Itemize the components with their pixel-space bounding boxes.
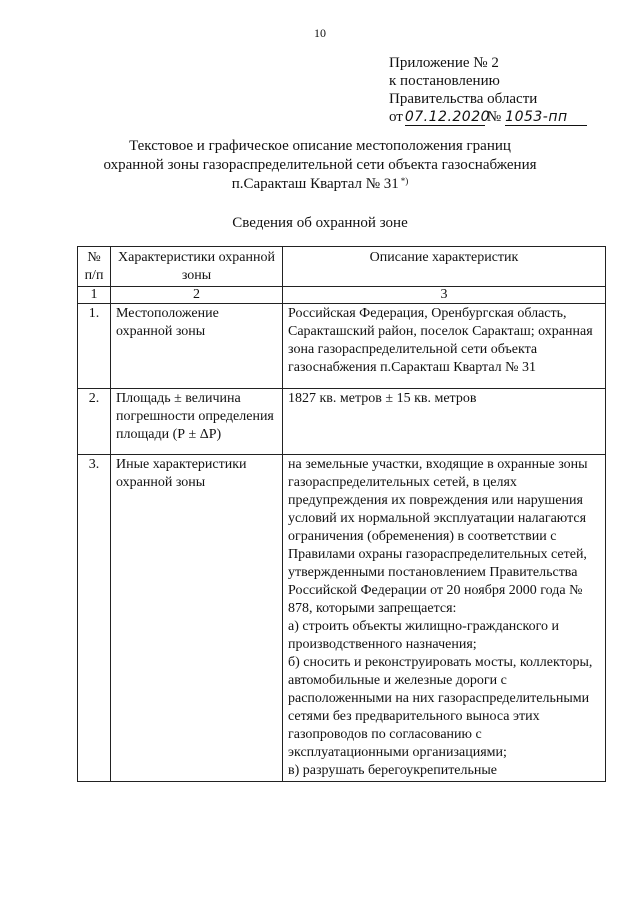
title-line-1: Текстовое и графическое описание местоположения границ [129, 138, 511, 154]
column-number-3: 3 [283, 287, 606, 304]
row-description [283, 455, 606, 782]
row-description [283, 304, 606, 389]
table-row [78, 455, 606, 782]
row-number: 1. [78, 304, 111, 389]
title-line-2: охранной зоны газораспределительной сети объекта газоснабжения [103, 157, 537, 173]
row-number: 2. [78, 389, 111, 455]
header-description: Описание характеристик [283, 247, 606, 287]
footnote-mark: *) [400, 176, 409, 186]
appendix-title: Приложение № 2 [389, 55, 499, 71]
appendix-line-resolution: к постановлению [389, 73, 500, 89]
zone-info-table [77, 246, 606, 782]
handwritten-number: 1053-пп [505, 110, 587, 126]
table-row [78, 389, 606, 455]
description-paragraph: в) разрушать берегоукрепительные [288, 763, 498, 778]
table-column-numbers-row [78, 287, 606, 304]
appendix-line-government: Правительства области [389, 91, 538, 107]
row-description [283, 389, 606, 455]
section-subtitle: Сведения об охранной зоне [232, 215, 408, 231]
row-characteristic: Площадь ± величина погрешности определения площади (Р ± ΔР) [111, 389, 283, 455]
document-title [0, 137, 640, 194]
appendix-date-line [389, 108, 587, 126]
appendix-block [389, 54, 587, 126]
row-number: 3. [78, 455, 111, 782]
description-paragraph: 1827 кв. метров ± 15 кв. метров [288, 391, 477, 406]
header-number: № п/п [78, 247, 111, 287]
title-location: п.Саракташ Квартал № 31 [231, 176, 399, 192]
header-characteristic: Характеристики охранной зоны [111, 247, 283, 287]
page-number: 10 [314, 26, 326, 40]
description-paragraph: б) сносить и реконструировать мосты, коллекторы, автомобильные и железные дороги с расположенными на них газораспределительными сетями без предварительного выноса этих газопроводов по согласованию с эксплуатационными организациями; [288, 655, 593, 760]
handwritten-date: 07.12.2020 [404, 109, 491, 125]
column-number-2: 2 [111, 287, 283, 304]
description-paragraph: на земельные участки, входящие в охранные зоны газораспределительных сетей, в целях предупреждения их повреждения или нарушения условий их нормальной эксплуатации налагаются ограничения (обременения) в соответствии с Правилами охраны газораспределительных сетей, утвержденными постановлением Правительства Российской Федерации от 20 ноября 2000 года № 878, которыми запрещается: [288, 457, 588, 616]
row-characteristic: Местоположение охранной зоны [111, 304, 283, 389]
appendix-number-sign: № [486, 109, 502, 125]
row-characteristic: Иные характеристики охранной зоны [111, 455, 283, 782]
title-line-3 [0, 175, 640, 194]
appendix-from-label: от [389, 109, 403, 125]
table-row [78, 304, 606, 389]
column-number-1: 1 [78, 287, 111, 304]
description-paragraph: Российская Федерация, Оренбургская область, Саракташский район, поселок Саракташ; охранная зона газораспределительной сети объекта газоснабжения п.Саракташ Квартал № 31 [288, 306, 593, 375]
table-header-row [78, 247, 606, 287]
description-paragraph: а) строить объекты жилищно-гражданского и производственного назначения; [288, 619, 559, 652]
